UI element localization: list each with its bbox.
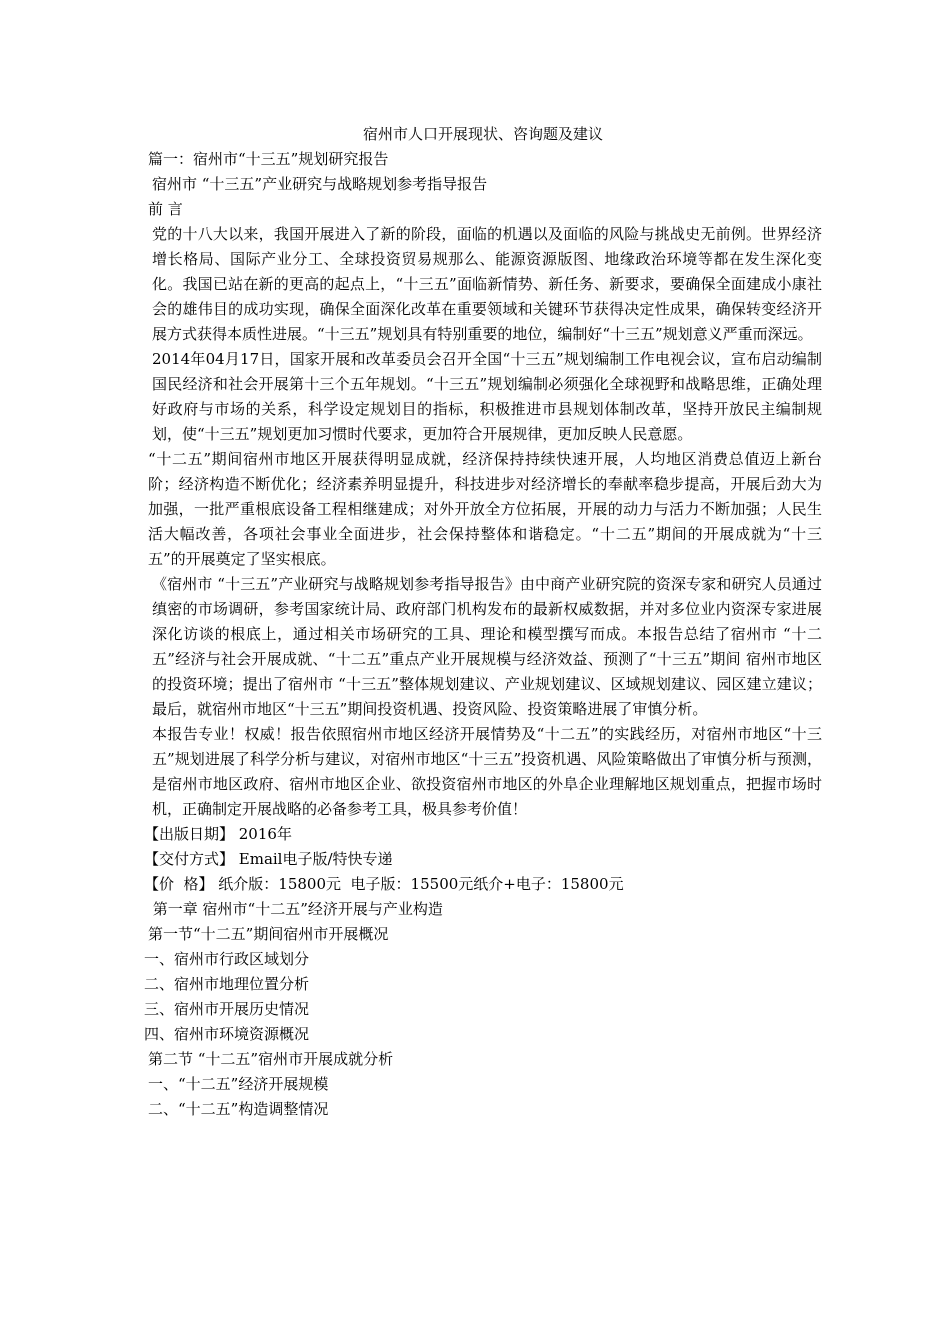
paragraph: 党的十八大以来，我国开展进入了新的阶段，面临的机遇以及面临的风险与挑战史无前例。世界经济增长格局、国际产业分工、全球投资贸易规那么、能源资源版图、地缘政治环境等都在发生深化变化。我国已站在新的更高的起点上，“十三五”面临新情势、新任务、新要求，要确保全面建成小康社会的雄伟目的成功实现，确保全面深化改革在重要领域和关键环节获得决定性成果，确保转变经济开展方式获得本质性进展。“十三五”规划具有特别重要的地位，编制好“十三五”规划意义严重而深远。 <box>152 225 822 343</box>
document-title: 宿州市人口开展现状、咨询题及建议 <box>362 125 603 143</box>
paragraph: 《宿州市 “十三五”产业研究与战略规划参考指导报告》由中商产业研究院的资深专家和研究人员通过缜密的市场调研，参考国家统计局、政府部门机构发布的最新权威数据，并对多位业内资深专家进展深化访谈的根底上，通过相关市场研究的工具、理论和模型撰写而成。本报告总结了宿州市 “十二五”经济与社会开展成就、“十二五”重点产业开展规模与经济效益、预测了“十三五”期间 宿州市地区的投资环境；提出了宿州市 “十三五”整体规划建议、产业规划建议、区域规划建议、园区建立建议；最后，就宿州市地区“十三五”期间投资机遇、投资风险、投资策略进展了审慎分析。 <box>152 575 822 718</box>
preface-heading: 前 言 <box>148 200 183 218</box>
toc-chapter: 第一章 宿州市“十二五”经济开展与产业构造 <box>148 900 443 918</box>
toc-section: 第一节“十二五”期间宿州市开展概况 <box>148 925 389 943</box>
paragraph: “十二五”期间宿州市地区开展获得明显成就，经济保持持续快速开展，人均地区消费总值迈上新台阶；经济构造不断优化；经济素养明显提升，科技进步对经济增长的奉献率稳步提高，开展后劲大为加强，一批严重根底设备工程相继建成；对外开放全方位拓展，开展的动力与活力不断加强；人民生活大幅改善，各项社会事业全面进步，社会保持整体和谐稳定。“十二五”期间的开展成就为“十三五”的开展奠定了坚实根底。 <box>148 450 822 568</box>
toc-item: 二、宿州市地理位置分析 <box>144 975 310 993</box>
document-body <box>144 122 822 1122</box>
paragraph: 2014年04月17日，国家开展和改革委员会召开全国“十三五”规划编制工作电视会议，宣布启动编制国民经济和社会开展第十三个五年规划。“十三五”规划编制必须强化全球视野和战略思维，正确处理好政府与市场的关系，科学设定规划目的指标，积极推进市县规划体制改革，坚持开放民主编制规划，使“十三五”规划更加习惯时代要求，更加符合开展规律，更加反映人民意愿。 <box>152 350 822 443</box>
toc-item: 四、宿州市环境资源概况 <box>144 1025 310 1043</box>
toc-item: 三、宿州市开展历史情况 <box>144 1000 310 1018</box>
info-price: 【价 格】 纸介版：15800元 电子版：15500元纸介+电子：15800元 <box>144 875 624 893</box>
info-delivery: 【交付方式】 Email电子版/特快专递 <box>144 850 393 868</box>
paragraph: 本报告专业！权威！报告依照宿州市地区经济开展情势及“十二五”的实践经历，对宿州市地区“十三五”规划进展了科学分析与建议，对宿州市地区“十三五”投资机遇、风险策略做出了审慎分析与预测，是宿州市地区政府、宿州市地区企业、欲投资宿州市地区的外阜企业理解地区规划重点，把握市场时机，正确制定开展战略的必备参考工具，极具参考价值！ <box>152 725 822 818</box>
article-heading: 篇一：宿州市“十三五”规划研究报告 <box>148 150 389 168</box>
info-publish-date: 【出版日期】 2016年 <box>144 825 292 843</box>
report-title: 宿州市 “十三五”产业研究与战略规划参考指导报告 <box>152 175 488 193</box>
toc-item: 二、“十二五”构造调整情况 <box>148 1100 329 1118</box>
toc-item: 一、“十二五”经济开展规模 <box>148 1075 329 1093</box>
toc-item: 一、宿州市行政区域划分 <box>144 950 310 968</box>
toc-section: 第二节 “十二五”宿州市开展成就分析 <box>148 1050 394 1068</box>
